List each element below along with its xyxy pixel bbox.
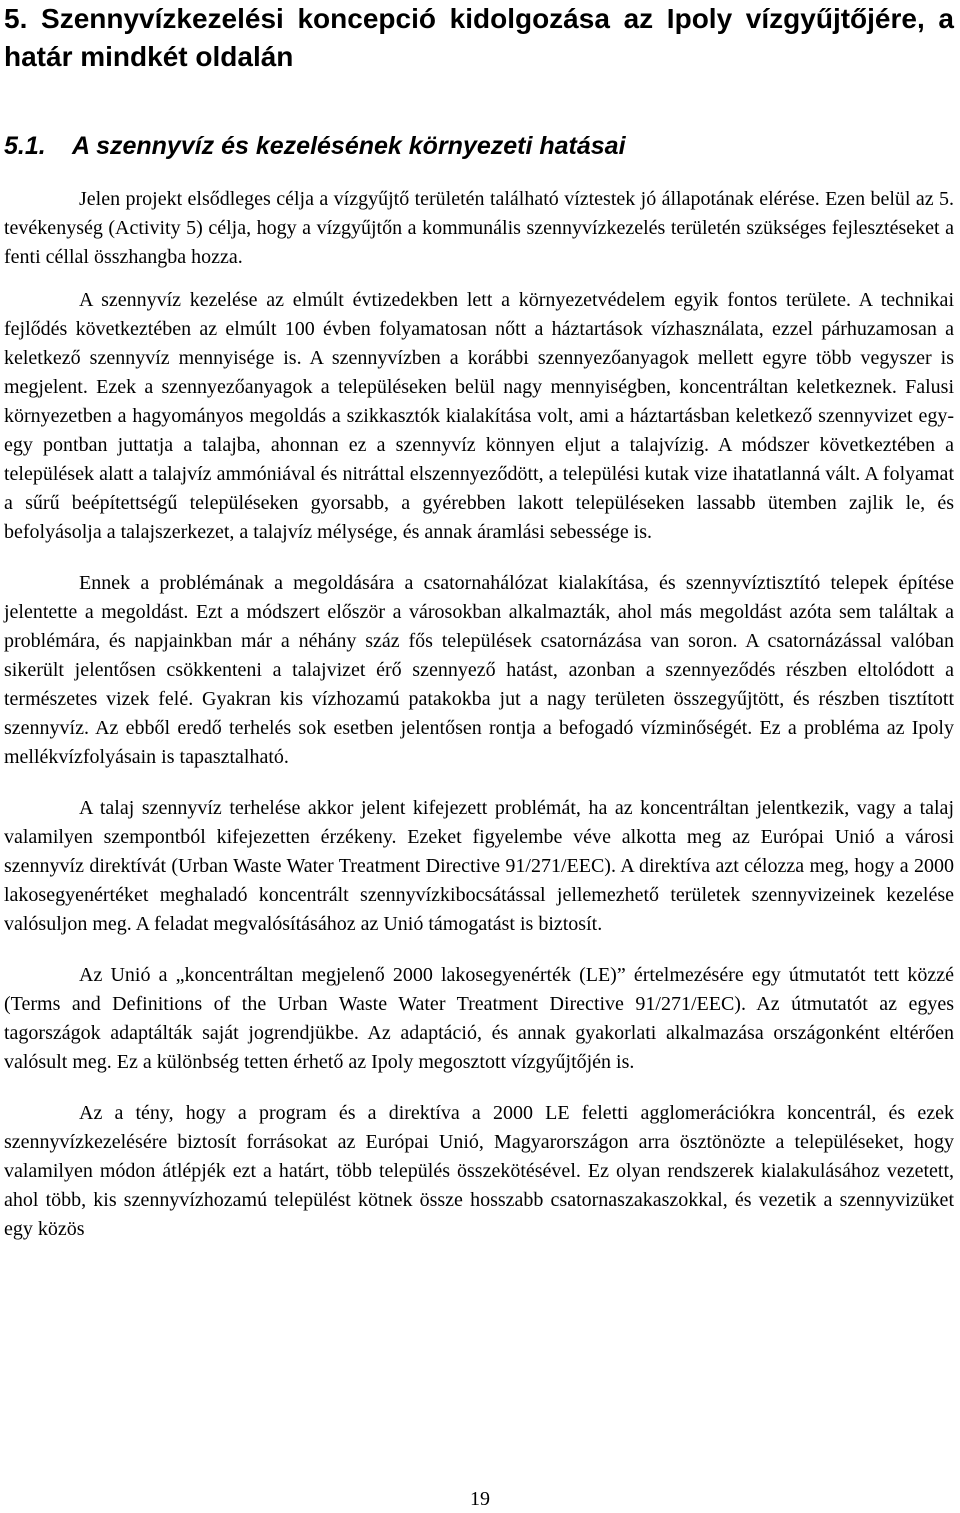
section-number: 5.1. <box>4 132 46 160</box>
paragraph: Az Unió a „koncentráltan megjelenő 2000 lakosegyenérték (LE)” értelmezésére egy útmutatót tett közzé (Terms and Definitions of the Urban Waste Water Treatment Directive 91/271/EEC). Az útmutatót az egyes tagországok adaptálták saját jogrendjükbe. Az adaptáció, és annak gyakorlati alkalmazása országonként eltérően valósult meg. Ez a különbség tetten érhető az Ipoly megosztott vízgyűjtőjén is. <box>4 964 954 1073</box>
document-page <box>4 0 954 1244</box>
section-heading <box>4 130 954 162</box>
paragraph: Jelen projekt elsődleges célja a vízgyűjtő területén található víztestek jó állapotának elérése. Ezen belül az 5. tevékenység (Activity 5) célja, hogy a vízgyűjtőn a kommunális szennyvízkezelés területén szükséges fejlesztéseket a fenti céllal összhangba hozza. <box>4 188 954 268</box>
paragraph: Az a tény, hogy a program és a direktíva a 2000 LE feletti agglomerációkra koncentrál, és ezek szennyvízkezelésére biztosít forrásokat az Európai Unió, Magyarországon arra ösztönözte a településeket, hogy valamilyen módon átlépjék ezt a határt, több település összekötésével. Ez olyan rendszerek kialakulásához vezetett, ahol több, kis szennyvízhozamú települést kötnek össze hosszabb csatornaszakaszokkal, és vezetik a szennyvizüket egy közös <box>4 1102 954 1240</box>
chapter-title: 5. Szennyvízkezelési koncepció kidolgozása az Ipoly vízgyűjtőjére, a határ mindkét oldalán <box>4 3 954 72</box>
paragraph: A talaj szennyvíz terhelése akkor jelent kifejezett problémát, ha az koncentráltan jelentkezik, vagy a talaj valamilyen szempontból kifejezetten érzékeny. Ezeket figyelembe véve alkotta meg az Európai Unió a városi szennyvíz direktívát (Urban Waste Water Treatment Directive 91/271/EEC). A direktíva azt célozza meg, hogy a 2000 lakosegyenértéket meghaladó koncentrált szennyvízkibocsátással jellemezhető területek szennyvizeinek kezelése valósuljon meg. A feladat megvalósításához az Unió támogatást is biztosít. <box>4 797 954 935</box>
section-title: A szennyvíz és kezelésének környezeti hatásai <box>72 132 626 160</box>
paragraph: A szennyvíz kezelése az elmúlt évtizedekben lett a környezetvédelem egyik fontos területe. A technikai fejlődés következtében az elmúlt 100 évben folyamatosan nőtt a háztartások vízhasználata, ezzel párhuzamosan a keletkező szennyvíz mennyisége is. A szennyvízben a korábbi szennyezőanyagok mellett egyre több vegyszer is megjelent. Ezek a szennyezőanyagok a településeken belül nagy mennyiségben, koncentráltan keletkeznek. Falusi környezetben a hagyományos megoldás a szikkasztók kialakítása volt, ami a háztartásban keletkező szennyvizet egy-egy pontban juttatja a talajba, ahonnan ez a szennyvíz könnyen eljut a talajvízig. A módszer következtében a települések alatt a talajvíz ammóniával és nitráttal elszennyeződött, a települési kutak vize ihatatlanná vált. A folyamat a sűrű beépítettségű településeken gyorsabb, a gyérebben lakott településeken lassabb ütemben zajlik le, és befolyásolja a talajszerkezet, a talajvíz mélysége, és annak áramlási sebessége is. <box>4 289 954 543</box>
paragraph: Ennek a problémának a megoldására a csatornahálózat kialakítása, és szennyvíztisztító telepek építése jelentette a megoldást. Ezt a módszert először a városokban alkalmazták, ahol más megoldást azóta sem találtak a problémára, és napjainkban már a néhány száz fős települések csatornázása van soron. A csatornázással valóban sikerült jelentősen csökkenteni a talajvizet érő szennyező hatást, azonban a szennyeződés részben eltolódott a természetes vizek felé. Gyakran kis vízhozamú patakokba jut a nagy területen összegyűjtött, és részben tisztított szennyvíz. Az ebből eredő terhelés sok esetben jelentősen rontja a befogadó vízminőségét. Ez a probléma az Ipoly mellékvízfolyásain is tapasztalható. <box>4 572 954 768</box>
page-number: 19 <box>470 1488 490 1510</box>
